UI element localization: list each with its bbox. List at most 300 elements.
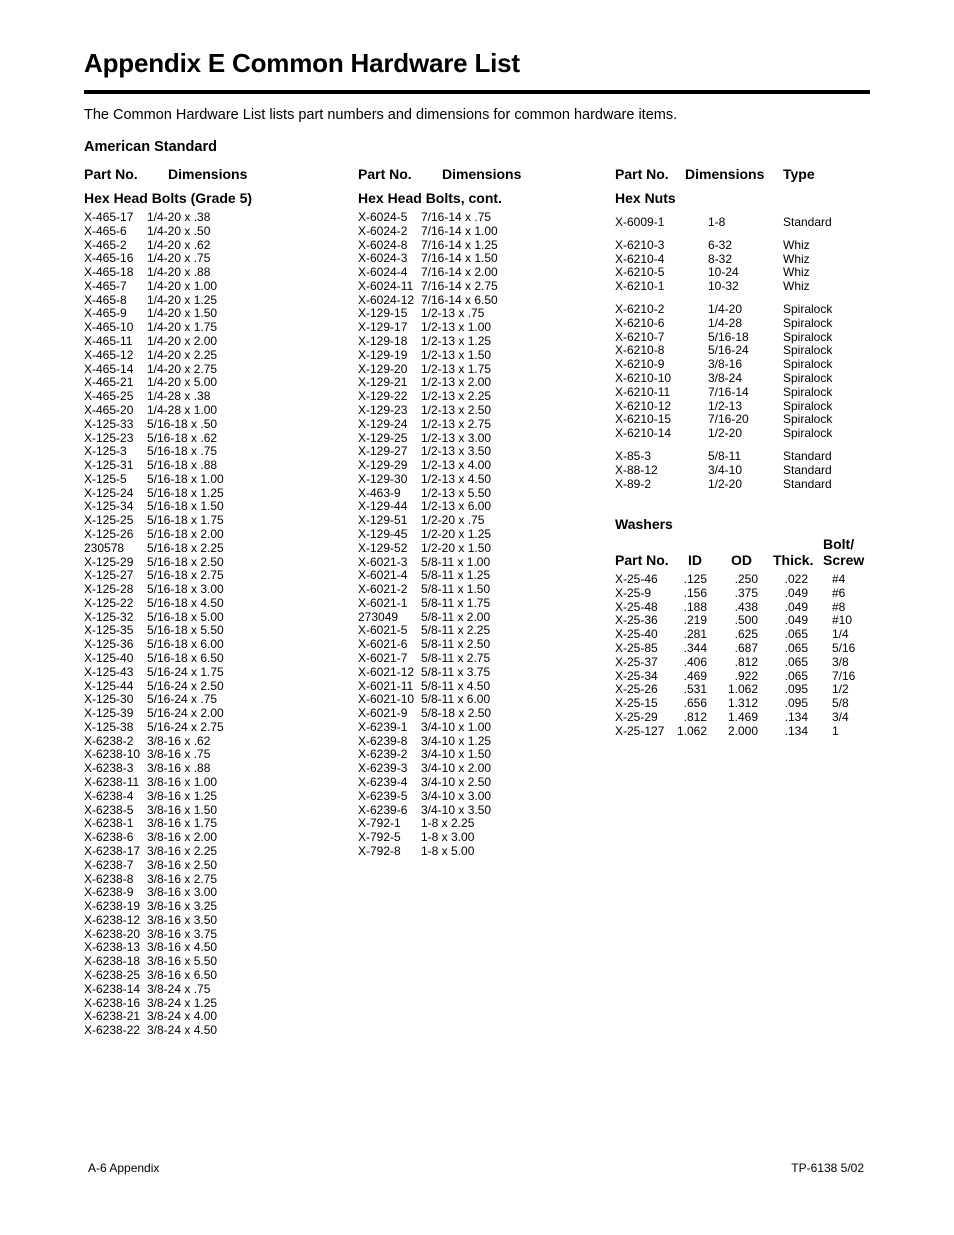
- part-number: X-125-44: [84, 678, 134, 693]
- part-number: X-463-9: [358, 485, 401, 500]
- part-number: X-6239-4: [358, 775, 408, 790]
- col1-header-dimensions: Dimensions: [168, 166, 248, 182]
- bolt-screw: #8: [832, 599, 846, 614]
- table-row: [615, 601, 865, 615]
- dimension: 5/16-18 x 3.00: [147, 582, 224, 597]
- part-number: X-125-3: [84, 444, 127, 459]
- part-number: X-129-25: [358, 430, 408, 445]
- part-number: X-792-5: [358, 830, 401, 845]
- col3-header-type: Type: [783, 166, 815, 182]
- type: Standard: [783, 476, 832, 491]
- part-number: X-6210-1: [615, 279, 665, 294]
- dimension: 5/8-18 x 2.50: [421, 706, 492, 721]
- bolt-screw: 3/4: [832, 709, 849, 724]
- dimension: 1/2-13: [708, 398, 743, 413]
- dimension: 5/16-18 x 5.00: [147, 609, 224, 624]
- part-number: X-465-12: [84, 347, 134, 362]
- dimension: 5/8-11 x 3.75: [421, 664, 491, 679]
- dimension: 1/2-20 x 1.50: [421, 540, 492, 555]
- od: 1.469: [727, 709, 758, 724]
- dimension: 1/2-13 x 6.00: [421, 499, 492, 514]
- part-number: X-125-39: [84, 706, 134, 721]
- part-number: X-6238-14: [84, 981, 141, 996]
- bolt-screw: 1/2: [832, 682, 849, 697]
- dimension: 1/4-28 x .38: [147, 389, 211, 404]
- part-number: X-6239-6: [358, 802, 408, 817]
- type: Spiralock: [783, 343, 833, 358]
- dimension: 3/8-16 x 1.00: [147, 775, 218, 790]
- washer-header-bolt: Bolt/: [823, 536, 855, 552]
- part-number: X-6239-3: [358, 761, 408, 776]
- dimension: 1/4-20 x 2.00: [147, 334, 218, 349]
- dimension: 5/8-11 x 1.75: [421, 595, 491, 610]
- part-number: X-465-2: [84, 237, 127, 252]
- dimension: 3/8-16: [708, 357, 743, 372]
- dimension: 5/16-18 x 1.25: [147, 485, 224, 500]
- col2-header-dimensions: Dimensions: [442, 166, 522, 182]
- part-number: X-129-20: [358, 361, 408, 376]
- od: .250: [734, 572, 758, 586]
- part-number: X-6024-3: [358, 251, 408, 266]
- dimension: 3/4-10 x 3.50: [421, 802, 492, 817]
- part-number: X-6239-5: [358, 788, 408, 803]
- washer-header-screw: Screw: [823, 552, 865, 568]
- part-number: X-6238-22: [84, 1023, 141, 1038]
- part-number: X-6238-13: [84, 940, 141, 955]
- id: .344: [683, 640, 707, 655]
- col2-subtitle: Hex Head Bolts, cont.: [358, 190, 502, 206]
- thickness: .022: [784, 572, 808, 586]
- dimension: 3/8-16 x 1.50: [147, 802, 218, 817]
- id: .812: [683, 709, 707, 724]
- part-number: X-129-27: [358, 444, 408, 459]
- part-number: X-6021-6: [358, 637, 408, 652]
- thickness: .095: [784, 696, 808, 711]
- od: 2.000: [727, 723, 758, 738]
- dimension: 5/16-18 x 2.50: [147, 554, 224, 569]
- part-number: X-6238-10: [84, 747, 141, 762]
- dimension: 3/8-16 x 3.25: [147, 899, 218, 914]
- dimension: 1/4-20 x .38: [147, 210, 211, 224]
- dimension: 7/16-14 x 1.00: [421, 223, 498, 238]
- part-number: X-125-34: [84, 499, 134, 514]
- col1-header-part: Part No.: [84, 166, 138, 182]
- part-number: X-129-22: [358, 389, 408, 404]
- dimension: 1/2-13 x 4.00: [421, 458, 492, 473]
- id: .469: [683, 668, 707, 683]
- dimension: 1-8: [708, 215, 726, 229]
- table-row: [615, 614, 865, 628]
- part-number: X-6021-7: [358, 651, 408, 665]
- table-row: [615, 711, 865, 725]
- bolt-screw: 1/4: [832, 627, 849, 642]
- type: Spiralock: [783, 412, 833, 427]
- thickness: .134: [784, 723, 808, 738]
- dimension: 1/4-20 x 1.75: [147, 320, 218, 335]
- dimension: 3/8-16 x 2.00: [147, 830, 218, 845]
- dimension: 5/16-18 x 6.00: [147, 637, 224, 652]
- dimension: 10-24: [708, 265, 739, 280]
- part-number: X-6238-7: [84, 857, 134, 872]
- part-number: X-129-45: [358, 526, 408, 541]
- part-number: X-125-23: [84, 430, 134, 445]
- part-number: X-25-46: [615, 572, 658, 586]
- bolt-screw: 1: [832, 723, 839, 738]
- dimension: 1/4-20 x .62: [147, 237, 211, 252]
- col2-header-part: Part No.: [358, 166, 412, 182]
- washer-header-id: ID: [688, 552, 702, 568]
- col3-header-part: Part No.: [615, 166, 669, 182]
- part-number: X-6009-1: [615, 215, 665, 229]
- part-number: X-6021-10: [358, 692, 415, 707]
- dimension: 1/2-13 x 2.50: [421, 402, 492, 417]
- dimension: 7/16-14 x 1.50: [421, 251, 498, 266]
- table-row: [615, 587, 865, 601]
- part-number: X-465-6: [84, 223, 127, 238]
- dimension: 7/16-14 x 2.75: [421, 278, 498, 293]
- dimension: 1/4-20 x 1.25: [147, 292, 218, 307]
- part-number: X-125-32: [84, 609, 134, 624]
- washer-header-part: Part No.: [615, 552, 669, 568]
- thickness: .065: [784, 627, 808, 642]
- dimension: 5/16-18 x 6.50: [147, 651, 224, 665]
- part-number: X-25-85: [615, 640, 658, 655]
- dimension: 7/16-14: [708, 384, 749, 399]
- part-number: X-25-40: [615, 627, 658, 642]
- od: 1.312: [727, 696, 758, 711]
- bolt-screw: #10: [832, 613, 853, 628]
- id: .531: [683, 682, 707, 697]
- bolt-screw: 3/8: [832, 654, 849, 669]
- type: Whiz: [783, 279, 810, 294]
- dimension: 5/16-24: [708, 343, 749, 358]
- dimension: 7/16-14 x 1.25: [421, 237, 498, 252]
- dimension: 3/8-16 x 3.00: [147, 885, 218, 900]
- part-number: 273049: [358, 609, 399, 624]
- intro-text: The Common Hardware List lists part numbers and dimensions for common hardware items.: [84, 107, 678, 123]
- bolt-screw: 5/8: [832, 696, 849, 711]
- part-number: X-6024-5: [358, 210, 408, 224]
- type: Whiz: [783, 237, 810, 252]
- dimension: 6-32: [708, 237, 733, 252]
- part-number: X-6024-12: [358, 292, 415, 307]
- dimension: 7/16-14 x 2.00: [421, 265, 498, 280]
- dimension: 5/16-18 x 1.75: [147, 513, 224, 528]
- dimension: 3/8-24 x .75: [147, 981, 211, 996]
- part-number: X-6238-21: [84, 1009, 141, 1024]
- dimension: 3/8-16 x 3.75: [147, 926, 218, 941]
- part-number: X-125-36: [84, 637, 134, 652]
- col1-subtitle: Hex Head Bolts (Grade 5): [84, 190, 253, 206]
- part-number: X-465-14: [84, 361, 134, 376]
- footer-left: A-6 Appendix: [88, 1161, 160, 1175]
- part-number: X-6238-2: [84, 733, 134, 748]
- thickness: .049: [784, 585, 808, 600]
- dimension: 1/2-20: [708, 426, 743, 441]
- dimension: 5/8-11 x 4.50: [421, 678, 491, 693]
- part-number: X-125-33: [84, 416, 134, 431]
- dimension: 1/2-13 x 1.00: [421, 320, 492, 335]
- part-number: X-6210-4: [615, 251, 665, 266]
- dimension: 10-32: [708, 279, 739, 294]
- dimension: 1/2-20: [708, 476, 743, 491]
- part-number: X-125-43: [84, 664, 134, 679]
- od: .812: [734, 654, 758, 669]
- footer-right: TP-6138 5/02: [791, 1161, 864, 1175]
- table-row: [615, 656, 865, 670]
- part-number: X-6238-1: [84, 816, 134, 831]
- dimension: 5/16-18 x 2.75: [147, 568, 224, 583]
- part-number: X-6238-18: [84, 954, 141, 969]
- part-number: X-125-30: [84, 692, 134, 707]
- part-number: X-6210-12: [615, 398, 672, 413]
- dimension: 1/2-20 x .75: [421, 513, 485, 528]
- dimension: 3/8-16 x 5.50: [147, 954, 218, 969]
- thickness: .049: [784, 613, 808, 628]
- washers-list: [615, 573, 865, 739]
- part-number: X-6210-2: [615, 301, 665, 316]
- part-number: X-465-10: [84, 320, 134, 335]
- od: .375: [734, 585, 758, 600]
- part-number: X-125-26: [84, 526, 134, 541]
- type: Standard: [783, 448, 832, 463]
- dimension: 5/16-18 x .62: [147, 430, 218, 445]
- type: Spiralock: [783, 315, 833, 330]
- dimension: 7/16-14 x .75: [421, 210, 492, 224]
- table-row: [615, 683, 865, 697]
- dimension: 1/2-13 x 1.25: [421, 334, 492, 349]
- thickness: .095: [784, 682, 808, 697]
- dimension: 3/8-24 x 4.50: [147, 1023, 218, 1038]
- dimension: 3/8-16 x 1.75: [147, 816, 218, 831]
- dimension: 5/16-24 x 2.50: [147, 678, 224, 693]
- part-number: X-6238-4: [84, 788, 134, 803]
- dimension: 5/16-18 x 4.50: [147, 595, 224, 610]
- dimension: 1/2-13 x 2.75: [421, 416, 492, 431]
- od: 1.062: [727, 682, 758, 697]
- part-number: X-125-27: [84, 568, 134, 583]
- dimension: 3/8-16 x 4.50: [147, 940, 218, 955]
- dimension: 1/2-13 x 1.75: [421, 361, 492, 376]
- part-number: X-125-5: [84, 471, 127, 486]
- id: .281: [683, 627, 707, 642]
- dimension: 5/8-11 x 2.25: [421, 623, 491, 638]
- part-number: X-129-17: [358, 320, 408, 335]
- dimension: 3/8-24 x 4.00: [147, 1009, 218, 1024]
- part-number: X-6021-1: [358, 595, 408, 610]
- part-number: X-6238-16: [84, 995, 141, 1010]
- type: Whiz: [783, 265, 810, 280]
- dimension: 5/8-11: [708, 448, 742, 463]
- dimension: 1/4-20 x 2.75: [147, 361, 218, 376]
- part-number: X-6210-5: [615, 265, 665, 280]
- part-number: X-6238-20: [84, 926, 141, 941]
- id: 1.062: [676, 723, 707, 738]
- dimension: 5/16-18 x 2.25: [147, 540, 224, 555]
- part-number: 230578: [84, 540, 125, 555]
- part-number: X-465-18: [84, 265, 134, 280]
- dimension: 3/4-10 x 1.25: [421, 733, 492, 748]
- dimension: 1/4-28: [708, 315, 743, 330]
- part-number: X-6024-8: [358, 237, 408, 252]
- dimension: 1/4-20 x 5.00: [147, 375, 218, 390]
- type: Spiralock: [783, 329, 833, 344]
- part-number: X-6021-5: [358, 623, 408, 638]
- dimension: 5/16-18 x 1.00: [147, 471, 224, 486]
- part-number: X-6238-25: [84, 967, 141, 982]
- dimension: 1/4-28 x 1.00: [147, 402, 218, 417]
- part-number: X-465-16: [84, 251, 134, 266]
- bolt-screw: #6: [832, 585, 846, 600]
- dimension: 3/4-10 x 2.00: [421, 761, 492, 776]
- dimension: 5/16-24 x 1.75: [147, 664, 224, 679]
- part-number: X-6210-14: [615, 426, 672, 441]
- id: .156: [683, 585, 707, 600]
- thickness: .065: [784, 654, 808, 669]
- part-number: X-89-2: [615, 476, 652, 491]
- part-number: X-25-48: [615, 599, 658, 614]
- part-number: X-25-34: [615, 668, 658, 683]
- dimension: 1/4-20 x 1.00: [147, 278, 218, 293]
- bolt-screw: 7/16: [832, 668, 856, 683]
- part-number: X-25-26: [615, 682, 658, 697]
- part-number: X-125-22: [84, 595, 134, 610]
- part-number: X-792-1: [358, 816, 401, 831]
- part-number: X-465-21: [84, 375, 134, 390]
- dimension: 5/16-24 x 2.75: [147, 719, 224, 734]
- table-row: [615, 697, 865, 711]
- dimension: 5/8-11 x 2.50: [421, 637, 491, 652]
- part-number: X-125-40: [84, 651, 134, 665]
- type: Spiralock: [783, 398, 833, 413]
- dimension: 1/4-20 x 1.50: [147, 306, 218, 321]
- dimension: 5/16-18 x 5.50: [147, 623, 224, 638]
- thickness: .065: [784, 668, 808, 683]
- dimension: 3/8-24 x 1.25: [147, 995, 218, 1010]
- type: Standard: [783, 462, 832, 477]
- col3-header-dimensions: Dimensions: [685, 166, 765, 182]
- part-number: X-6238-3: [84, 761, 134, 776]
- id: .406: [683, 654, 707, 669]
- dimension: 5/8-11 x 6.00: [421, 692, 491, 707]
- part-number: X-6210-8: [615, 343, 665, 358]
- dimension: 3/8-16 x .75: [147, 747, 211, 762]
- thickness: .134: [784, 709, 808, 724]
- part-number: X-6239-2: [358, 747, 408, 762]
- part-number: X-129-19: [358, 347, 408, 362]
- dimension: 5/16-18 x .88: [147, 458, 218, 473]
- part-number: X-25-29: [615, 709, 658, 724]
- dimension: 5/16-18 x 2.00: [147, 526, 224, 541]
- part-number: X-6021-4: [358, 568, 408, 583]
- id: .125: [683, 572, 707, 586]
- dimension: 1/4-20 x .50: [147, 223, 211, 238]
- part-number: X-129-51: [358, 513, 408, 528]
- page-title: Appendix E Common Hardware List: [84, 48, 520, 78]
- dimension: 5/16-24 x 2.00: [147, 706, 224, 721]
- part-number: X-6238-11: [84, 775, 140, 790]
- part-number: X-125-35: [84, 623, 134, 638]
- part-number: X-6210-3: [615, 237, 665, 252]
- part-number: X-6238-12: [84, 912, 141, 927]
- part-number: X-6238-19: [84, 899, 141, 914]
- od: .625: [734, 627, 758, 642]
- part-number: X-6021-12: [358, 664, 415, 679]
- washer-header-od: OD: [731, 552, 752, 568]
- part-number: X-25-127: [615, 723, 665, 738]
- type: Spiralock: [783, 384, 833, 399]
- dimension: 3/8-24: [708, 370, 743, 385]
- part-number: X-129-30: [358, 471, 408, 486]
- part-number: X-6024-4: [358, 265, 408, 280]
- dimension: 5/16-18: [708, 329, 749, 344]
- part-number: X-6238-6: [84, 830, 134, 845]
- table-row: [615, 725, 865, 739]
- part-number: X-6239-1: [358, 719, 408, 734]
- dimension: 1-8 x 2.25: [421, 816, 475, 831]
- dimension: 5/8-11 x 1.25: [421, 568, 491, 583]
- part-number: X-6021-3: [358, 554, 408, 569]
- dimension: 1/2-13 x 5.50: [421, 485, 492, 500]
- part-number: X-129-23: [358, 402, 408, 417]
- dimension: 5/16-18 x .75: [147, 444, 218, 459]
- dimension: 3/4-10 x 2.50: [421, 775, 492, 790]
- table-row: [615, 670, 865, 684]
- part-number: X-129-24: [358, 416, 408, 431]
- part-number: X-6238-9: [84, 885, 134, 900]
- section-heading: American Standard: [84, 139, 217, 155]
- title-rule: [84, 90, 870, 94]
- dimension: 1/2-13 x 4.50: [421, 471, 492, 486]
- dimension: 1/4-20 x 2.25: [147, 347, 218, 362]
- dimension: 5/8-11 x 1.50: [421, 582, 491, 597]
- table-row: [615, 573, 865, 587]
- part-number: X-6210-9: [615, 357, 665, 372]
- part-number: X-465-11: [84, 334, 133, 349]
- part-number: X-6024-11: [358, 278, 414, 293]
- od: .500: [734, 613, 758, 628]
- table-row: [615, 628, 865, 642]
- type: Spiralock: [783, 426, 833, 441]
- part-number: X-465-20: [84, 402, 134, 417]
- dimension: 1/2-13 x 3.00: [421, 430, 492, 445]
- dimension: 5/16-18 x .50: [147, 416, 218, 431]
- part-number: X-6024-2: [358, 223, 408, 238]
- dimension: 5/16-18 x 1.50: [147, 499, 224, 514]
- part-number: X-125-28: [84, 582, 134, 597]
- part-number: X-6210-15: [615, 412, 672, 427]
- type: Spiralock: [783, 357, 833, 372]
- part-number: X-129-18: [358, 334, 408, 349]
- bolt-screw: 5/16: [832, 640, 856, 655]
- dimension: 3/8-16 x 2.75: [147, 871, 218, 886]
- dimension: 5/8-11 x 2.75: [421, 651, 491, 665]
- part-number: X-125-38: [84, 719, 134, 734]
- dimension: 5/8-11 x 2.00: [421, 609, 491, 624]
- part-number: X-6021-9: [358, 706, 408, 721]
- part-number: X-125-31: [84, 458, 134, 473]
- dimension: 3/8-16 x 2.25: [147, 843, 218, 858]
- part-number: X-88-12: [615, 462, 658, 477]
- dimension: 3/4-10: [708, 462, 743, 477]
- dimension: 1/4-20: [708, 301, 743, 316]
- part-number: X-6210-6: [615, 315, 665, 330]
- part-number: X-6021-2: [358, 582, 408, 597]
- dimension: 1/2-13 x 1.50: [421, 347, 492, 362]
- dimension: 1/4-20 x .75: [147, 251, 211, 266]
- dimension: 7/16-20: [708, 412, 749, 427]
- dimension: 3/4-10 x 1.00: [421, 719, 492, 734]
